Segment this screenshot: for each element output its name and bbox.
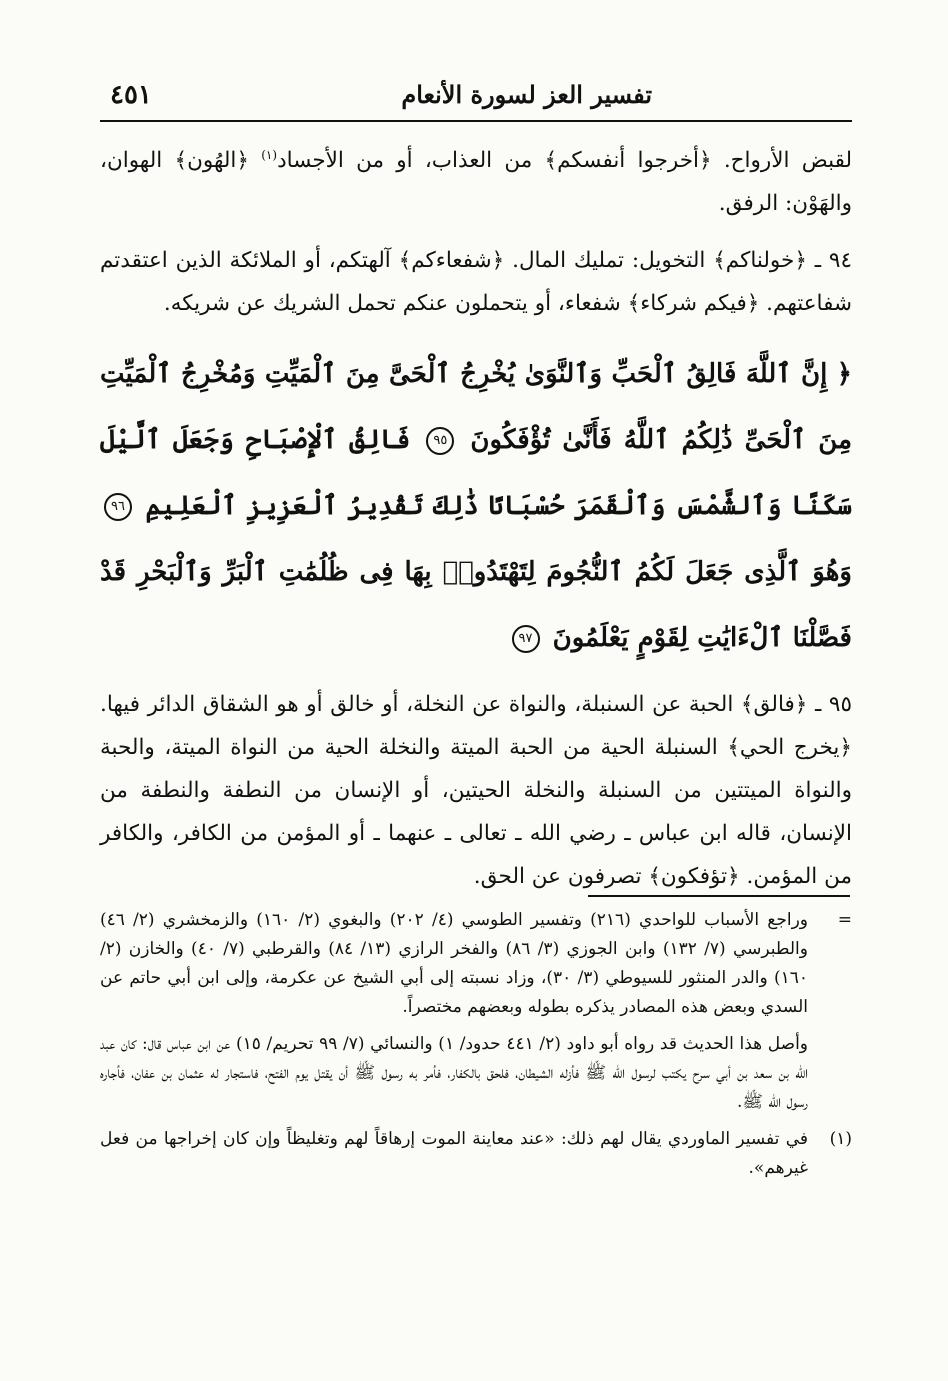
verse-number-95: ٩٥ — [426, 427, 454, 455]
verse-number-96: ٩٦ — [104, 493, 132, 521]
footnote-continued-text: وراجع الأسباب للواحدي (٢١٦) وتفسير الطوسي (٤/ ٢٠٢) والبغوي (٢/ ١٦٠) والزمخشري (٢/ ٤٦) والطبرسي (٧/ ١٣٢) وابن الجوزي (٣/ ٨٦) والفخر الرازي (١٣/ ٨٤) والقرطبي (٧/ ٤٠) والخازن (٢/ ١٦٠) والدر المنثور للسيوطي (٣/ ٣٠)، وزاد نسبته إلى أبي الشيخ عن عكرمة، وإلى ابن أبي حاتم عن السدي وبعض هذه المصادر يذكره بطوله وبعضهم مختصراً. — [100, 910, 808, 1017]
footnote-continued-text-2: وأصل هذا الحديث قد رواه أبو داود (٢/ ٤٤١ حدود/ ١) والنسائي (٧/ ٩٩ تحريم/ ١٥) عن ابن عباس قال: كان عبد الله بن سعد بن أبي سرح يكتب لرسول الله ﷺ فأزله الشيطان، فلحق بالكفار، فأمر به رسول ﷺ أن يقتل يوم الفتح، فاستجار له عثمان بن عفان، فأجاره رسول الله ﷺ. — [100, 1034, 808, 1112]
main-text — [100, 134, 852, 912]
paragraph-1-text: لقبض الأرواح. ﴿أخرجوا أنفسكم﴾ من العذاب، أو من الأجساد — [277, 148, 853, 174]
paragraph-1-text-b: ﴿الهُون﴾ الهوان، والهَوْن: الرفق. — [100, 148, 852, 217]
paragraph-94: ٩٤ ـ ﴿خولناكم﴾ التخويل: تمليك المال. ﴿شفعاءكم﴾ آلهتكم، أو الملائكة الذين اعتقدتم شفاعتهم. ﴿فيكم شركاء﴾ شفعاء، أو يتحملون عنكم تحمل الشريك عن شريكه. — [100, 248, 852, 317]
page-header — [100, 78, 852, 122]
paragraph-95: ٩٥ ـ ﴿فالق﴾ الحبة عن السنبلة، والنواة عن النخلة، أو خالق أو هو الشقاق الدائر فيها. ﴿يخرج الحي﴾ السنبلة الحية من الحبة الميتة والنخلة الحية من النواة الميتة، والحبة والنواة الميتتين من السنبلة والنخلة الحيتين، أو الإنسان من النطفة والنطفة من الإنسان، قاله ابن عباس ـ رضي الله ـ تعالى ـ عنهما ـ أو المؤمن من الكافر، والكافر من المؤمن. ﴿تؤفكون﴾ تصرفون عن الحق. — [100, 692, 852, 890]
footnote-continued-marker: = — [837, 910, 852, 930]
verse-96-text: فَالِقُ ٱلْإِصْبَاحِ وَجَعَلَ ٱلَّيْلَ سَكَنًا وَٱلشَّمْسَ وَٱلْقَمَرَ حُسْبَانًا ذَٰلِكَ تَقْدِيرُ ٱلْعَزِيزِ ٱلْعَلِيمِ — [100, 425, 852, 522]
footnote-ref-1[interactable]: (١) — [261, 148, 278, 162]
verse-number-97: ٩٧ — [512, 625, 540, 653]
footnotes — [100, 906, 852, 1191]
quran-verses — [100, 341, 852, 671]
verse-97-text: وَهُوَ ٱلَّذِى جَعَلَ لَكُمُ ٱلنُّجُومَ لِتَهْتَدُوا۟ بِهَا فِى ظُلُمَٰتِ ٱلْبَرِّ وَٱلْبَحْرِ قَدْ فَصَّلْنَا ٱلْءَايَٰتِ لِقَوْمٍ يَعْلَمُونَ — [100, 557, 852, 654]
footnote-continued — [100, 906, 852, 1022]
verse-95-text: ﴿ إِنَّ ٱللَّهَ فَالِقُ ٱلْحَبِّ وَٱلنَّوَىٰ يُخْرِجُ ٱلْحَىَّ مِنَ ٱلْمَيِّتِ وَمُخْرِجُ ٱلْمَيِّتِ مِنَ ٱلْحَىِّ ذَٰلِكُمُ ٱللَّهُ فَأَنَّىٰ تُؤْفَكُونَ — [100, 359, 853, 456]
footnote-1 — [100, 1125, 852, 1183]
footnote-1-marker: (١) — [829, 1129, 852, 1149]
paragraph-1 — [100, 134, 852, 225]
footnote-spacer — [808, 1030, 852, 1117]
running-title: تفسير العز لسورة الأنعام — [401, 80, 652, 109]
footnote-continued-2 — [100, 1030, 852, 1117]
page-number: ٤٥١ — [110, 80, 152, 110]
footnote-1-text: في تفسير الماوردي يقال لهم ذلك: «عند معاينة الموت إرهاقاً لهم وتغليظاً وإن كان إخراجها من فعل غيرهم». — [100, 1129, 808, 1178]
footnote-separator — [588, 895, 850, 897]
